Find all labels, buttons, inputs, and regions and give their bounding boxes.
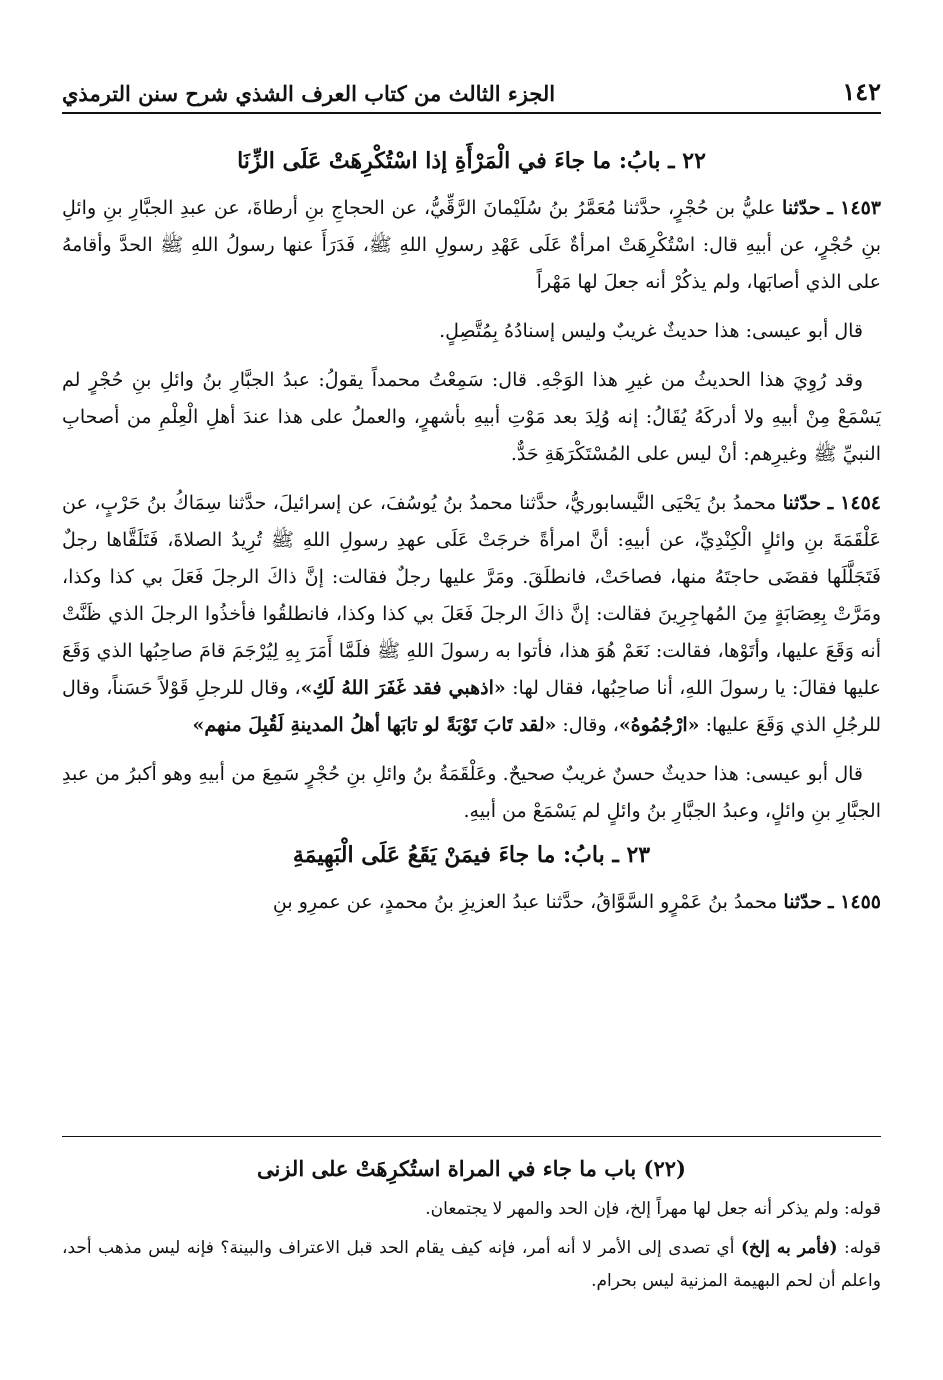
footnote-bold: (فأمر به إلخ) <box>740 1238 838 1258</box>
hadith-number: ١٤٥٤ ـ <box>827 492 881 514</box>
main-text <box>62 148 881 933</box>
hadith-1454 <box>62 485 881 744</box>
footnotes <box>62 1156 881 1304</box>
hadith-lead: حدّثنا <box>782 492 822 514</box>
comment-1453-b: وقد رُوِيَ هذا الحديثُ من غيرِ هذا الوَجْهِ. قال: سَمِعْتُ محمداً يقولُ: عبدُ الجبَّارِ بنُ وائلِ بنِ حُجْرٍ لم يَسْمَعْ مِنْ أبيهِ ولا أدركَهُ يُقَالُ: إنه وُلِدَ بعد مَوْتِ أبيهِ بأشهرٍ، والعملُ على هذا عندَ أهلِ الْعِلْمِ من أصحابِ النبيِّ ﷺ وغيرِهم: أنْ ليس على المُسْتَكْرَهَةِ حَدٌّ. <box>62 369 881 465</box>
hadith-1455 <box>62 884 881 921</box>
chapter-22-heading: ٢٢ ـ بابُ: ما جاءَ في الْمَرْأَةِ إذا اسْتُكْرِهَتْ عَلَى الزِّنَا <box>237 148 706 174</box>
hadith-text-cont-2: ، وقال: <box>556 714 619 736</box>
hadith-number: ١٤٥٥ ـ <box>827 891 881 913</box>
hadith-text: محمدُ بنُ يَحْيَى النَّيسابوريُّ، حدَّثنا محمدُ بنُ يُوسُفَ، عن إسرائيلَ، حدَّثنا سِمَاكُ بنُ حَرْبٍ، عن عَلْقَمَةَ بنِ وائلٍ الْكِنْدِيِّ، عن أبيهِ: أنَّ امرأةً خرجَتْ عَلَى عهدِ رسولِ اللهِ ﷺ تُرِيدُ الصلاةَ، فَتَلَقَّاها رجلٌ فَتَجَلَّلَها فقضَى حاجتَهُ منها، فصاحَتْ، فانطلَقَ. ومَرَّ عليها رجلٌ فقالت: إنَّ ذاكَ الرجلَ فَعَلَ بي كذا وكذا، ومَرَّتْ بِعِصَابَةٍ مِنَ المُهاجِرِينَ فقالت: إنَّ ذاكَ الرجلَ فَعَلَ بي كذا وكذا، فانطلقُوا فأخذُوا الرجلَ الذي ظَنَّتْ أنه وَقَعَ عليها، وأتَوْها، فقالت: نَعَمْ هُوَ هذا، فأتوا به رسولَ اللهِ ﷺ فلَمَّا أَمَرَ بِهِ لِيُرْجَمَ قامَ صاحِبُها الذي وَقَعَ عليها فقالَ: يا رسولَ اللهِ، أنا صاحِبُها، فقال لها: <box>62 492 881 699</box>
quote-forgiven: «اذهبي فقد غَفَرَ اللهُ لَكِ» <box>300 677 506 699</box>
hadith-lead: حدّثنا <box>783 891 822 913</box>
hadith-1453 <box>62 190 881 301</box>
footnote-rest: أي تصدى إلى الأمر لا أنه أمر، فإنه كيف يقام الحد قبل الاعتراف والبينة؟ فإنه ليس مذهب أحد، واعلم أن لحم البهيمة المزنية ليس بحرام. <box>62 1238 881 1291</box>
quote-stone-him: «ارْجُمُوهُ» <box>618 714 700 736</box>
quote-repentance: «لقد تَابَ تَوْبَةً لو تابَها أهلُ المدينةِ لَقُبِلَ منهم» <box>192 714 557 736</box>
hadith-text: محمدُ بنُ عَمْرٍو السَّوَّاقُ، حدَّثنا عبدُ العزيزِ بنُ محمدٍ، عن عمرِو بنِ <box>272 891 778 913</box>
comment-1454: قال أبو عيسى: هذا حديثٌ حسنٌ غريبٌ صحيحٌ. وعَلْقَمَةُ بنُ وائلِ بنِ حُجْرٍ سَمِعَ من أبيهِ وهو أكبرُ من عبدِ الجبَّارِ بنِ وائلٍ، وعبدُ الجبَّارِ بنُ وائلٍ لم يَسْمَعْ من أبيهِ. <box>62 763 881 822</box>
hadith-text: عليُّ بن حُجْرٍ، حدَّثنا مُعَمَّرُ بنُ سُلَيْمانَ الرَّقِّيُّ، عن الحجاجِ بنِ أرطاةَ، عن عبدِ الجبَّارِ بنِ وائلِ بنِ حُجْرٍ، عن أبيهِ قال: اسْتُكْرِهَتْ امرأةٌ عَلَى عَهْدِ رسولِ اللهِ ﷺ، فَدَرَأَ عنها رسولُ اللهِ ﷺ الحدَّ وأقامهُ على الذي أصابَها، ولم يذكُرْ أنه جعلَ لها مَهْراً <box>62 197 881 293</box>
footnote-2 <box>62 1232 881 1298</box>
footnote-1: قوله: ولم يذكر أنه جعل لها مهراً إلخ، فإن الحد والمهر لا يجتمعان. <box>425 1199 881 1219</box>
footnote-divider <box>62 1136 881 1137</box>
hadith-text-cont: ، وقال للرجلِ قَوْلاً حَسَناً، وقال للرجُلِ الذي وَقَعَ عليها: <box>62 677 881 736</box>
chapter-23-heading: ٢٣ ـ بابُ: ما جاءَ فيمَنْ يَقَعُ عَلَى الْبَهِيمَةِ <box>292 842 651 868</box>
hadith-lead: حدّثنا <box>782 197 821 219</box>
hadith-number: ١٤٥٣ ـ <box>827 197 881 219</box>
footnote-heading: (٢٢) باب ما جاء في المراة استُكرِهَتْ على الزنى <box>257 1156 686 1181</box>
comment-1453-a: قال أبو عيسى: هذا حديثٌ غريبٌ وليس إسنادُهُ بِمُتَّصِلٍ. <box>439 320 863 342</box>
page-header <box>62 77 881 114</box>
running-title: الجزء الثالث من كتاب العرف الشذي شرح سنن الترمذي <box>62 81 556 106</box>
footnote-lead: قوله: <box>837 1238 881 1258</box>
page-number: ١٤٢ <box>842 77 881 106</box>
